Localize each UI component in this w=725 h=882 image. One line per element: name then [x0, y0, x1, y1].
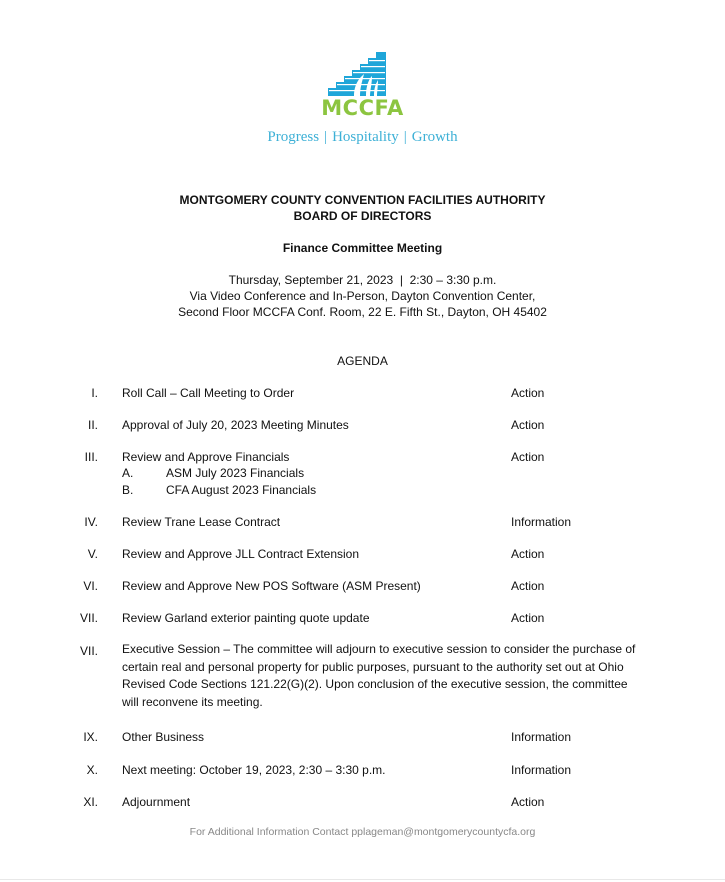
tagline [0, 129, 725, 146]
agenda-item-text: Review and Approve JLL Contract Extension [122, 547, 360, 561]
footer-contact: For Additional Information Contact pplageman@montgomerycountycfa.org [189, 826, 536, 838]
agenda-item-number: VI. [83, 579, 98, 593]
executive-session-line: Revised Code Sections 121.22(G)(2). Upon conclusion of the executive session, the committee [122, 677, 628, 691]
agenda-item-text: Adjournment [122, 795, 191, 809]
executive-session-line: will reconvene its meeting. [122, 694, 263, 709]
agenda-item-number: VII. [79, 611, 98, 625]
agenda-item-status: Action [511, 611, 545, 625]
agenda-item-number: V. [87, 547, 98, 561]
agenda-item-status: Information [511, 730, 572, 744]
agenda-item-number: XI. [83, 795, 98, 809]
agenda-item-text: Approval of July 20, 2023 Meeting Minutes [122, 418, 349, 432]
tagline-separator: | [324, 129, 328, 145]
org-name: MONTGOMERY COUNTY CONVENTION FACILITIES AUTHORITY [179, 193, 546, 207]
agenda-item-status: Information [511, 515, 572, 529]
executive-session-paragraph [122, 641, 642, 711]
agenda-item-status: Action [511, 450, 545, 464]
agenda-item-number: III. [84, 450, 98, 464]
agenda-item-status: Action [511, 795, 545, 809]
agenda-subitem-letter: B. [122, 483, 134, 497]
meeting-date: Thursday, September 21, 2023 | 2:30 – 3:30 p.m. [228, 273, 497, 287]
executive-session-line: Executive Session – The committee will adjourn to executive session to consider the purchase of [122, 642, 636, 656]
agenda-heading: AGENDA [337, 354, 388, 368]
meeting-title: Finance Committee Meeting [282, 241, 443, 255]
page-bottom-rule [0, 879, 725, 880]
agenda-item-number: I. [91, 386, 98, 400]
executive-session-line: certain real and personal property for public purposes, pursuant to the authority set out at Ohio [122, 659, 624, 674]
agenda-subitem-letter: A. [122, 466, 134, 480]
agenda-subitem-text: ASM July 2023 Financials [166, 466, 305, 480]
meeting-location-line1: Via Video Conference and In-Person, Dayton Convention Center, [189, 289, 536, 303]
meeting-location-line2: Second Floor MCCFA Conf. Room, 22 E. Fifth St., Dayton, OH 45402 [178, 305, 547, 319]
agenda-item-text: Review Trane Lease Contract [122, 515, 281, 529]
tagline-progress: Progress [267, 129, 320, 145]
agenda-item-status: Action [511, 386, 545, 400]
agenda-item-status: Information [511, 763, 572, 777]
agenda-item-text: Next meeting: October 19, 2023, 2:30 – 3:30 p.m. [122, 763, 386, 777]
agenda-item-number: X. [86, 763, 98, 777]
agenda-item-number: IV. [84, 515, 98, 529]
tagline-separator: | [403, 129, 407, 145]
tagline-hospitality: Hospitality [332, 129, 399, 145]
tagline-growth: Growth [411, 129, 458, 145]
agenda-item-text: Review Garland exterior painting quote update [122, 611, 370, 625]
agenda-item-status: Action [511, 418, 545, 432]
agenda-item-text: Review and Approve New POS Software (ASM Present) [122, 579, 421, 593]
agenda-subitem-text: CFA August 2023 Financials [166, 483, 317, 497]
agenda-item-status: Action [511, 547, 545, 561]
logo-wordmark: MCCFA [321, 96, 404, 120]
agenda-item-status: Action [511, 579, 545, 593]
agenda-item-text: Other Business [122, 730, 205, 744]
board-name: BOARD OF DIRECTORS [293, 209, 432, 223]
agenda-item-number: II. [87, 418, 98, 432]
agenda-item-number: IX. [83, 730, 98, 744]
agenda-item-text: Review and Approve Financials [122, 450, 290, 464]
agenda-item-number: VII. [79, 644, 98, 658]
agenda-item-text: Roll Call – Call Meeting to Order [122, 386, 295, 400]
